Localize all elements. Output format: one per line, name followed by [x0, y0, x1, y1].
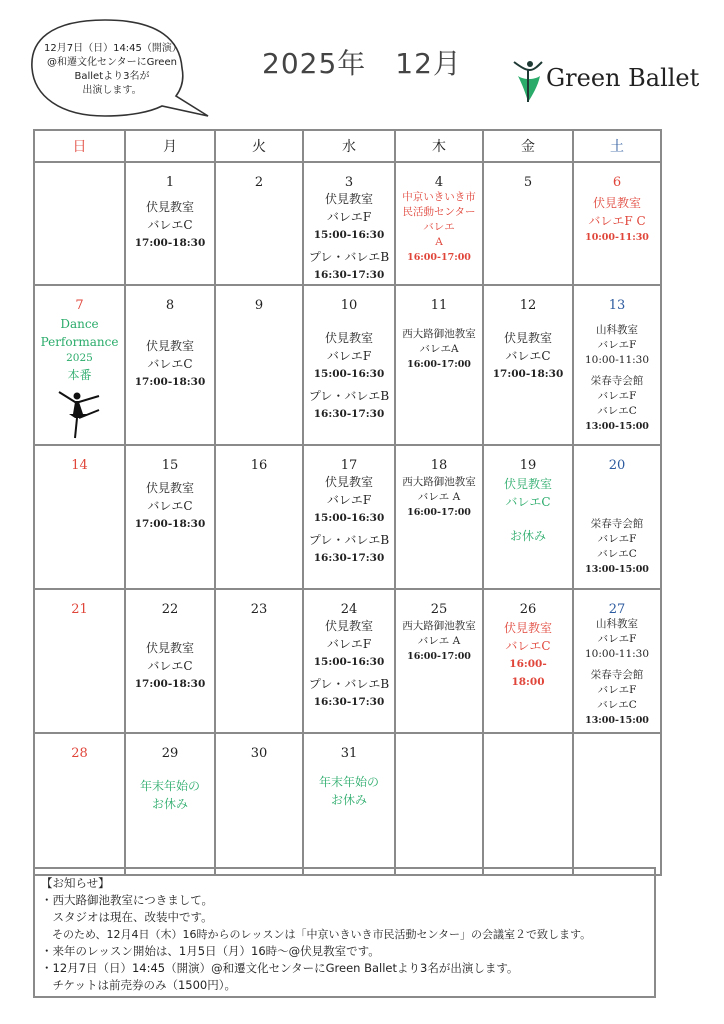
day-number: 23	[250, 602, 268, 617]
day-number: 3	[344, 175, 354, 190]
event-class: バレエC	[147, 499, 193, 513]
event-location: 西大路御池教室	[402, 328, 476, 340]
week-row-1	[34, 162, 661, 285]
day-number: 26	[519, 602, 537, 617]
event-time-2: 16:30-17:30	[313, 696, 385, 708]
day-cell-16	[215, 445, 303, 589]
page-title: 2025年 12月	[262, 47, 462, 80]
event-class-3: バレエC	[597, 405, 637, 417]
day-cell-1	[125, 162, 215, 285]
event-class-2: プレ・バレエB	[308, 533, 390, 547]
week-row-2	[34, 285, 661, 445]
event-location: 山科教室	[596, 324, 638, 336]
day-cell-15	[125, 445, 215, 589]
day-cell-24	[303, 589, 395, 733]
day-cell-29	[125, 733, 215, 875]
event-time: 16:00-17:00	[407, 252, 471, 263]
event-class-2: バレエC	[597, 548, 637, 560]
day-cell-7	[34, 285, 125, 445]
event-time-end: 18:00	[511, 676, 545, 688]
day-cell-26	[483, 589, 573, 733]
event-location: 伏見教室	[503, 331, 552, 345]
day-number: 28	[71, 746, 88, 761]
day-cell-18	[395, 445, 483, 589]
day-number: 21	[71, 602, 88, 617]
event-time: 15:00-16:30	[313, 368, 385, 380]
event-time: 16:00-17:00	[407, 359, 471, 370]
event-class-letter: A	[435, 236, 443, 248]
event-class-2: バレエF	[597, 390, 637, 402]
day-cell-4	[395, 162, 483, 285]
event-class-2: プレ・バレエB	[308, 677, 390, 691]
event-time-2: 13:00-15:00	[585, 715, 649, 726]
day-cell-30	[215, 733, 303, 875]
day-number: 25	[430, 602, 448, 617]
event-class-2: プレ・バレエB	[308, 389, 390, 403]
event-status: お休み	[509, 529, 546, 543]
green-ballet-logo	[510, 56, 700, 106]
event-location: 伏見教室	[145, 641, 194, 655]
logo-text: Green Ballet	[546, 64, 700, 92]
event-class: バレエF	[597, 339, 637, 351]
notice-box	[33, 867, 656, 998]
notice-line: ・西大路御池教室につきまして。	[41, 893, 214, 907]
event-class: バレエC	[147, 659, 193, 673]
day-number: 27	[608, 602, 626, 617]
day-number: 16	[250, 458, 268, 473]
event-time-start: 16:00-	[509, 658, 547, 670]
event-time: 15:00-16:30	[313, 229, 385, 241]
day-number: 13	[608, 298, 626, 313]
calendar-grid	[33, 129, 662, 876]
event-class: バレエF	[326, 349, 372, 363]
day-number: 31	[340, 746, 358, 761]
event-location: 伏見教室	[324, 475, 373, 489]
holiday-status: お休み	[330, 793, 367, 807]
week-row-3	[34, 445, 661, 589]
day-number: 29	[161, 746, 179, 761]
day-cell-empty	[395, 733, 483, 875]
weekday-wed: 水	[303, 130, 395, 162]
day-number: 4	[434, 175, 444, 190]
event-location: 伏見教室	[592, 196, 641, 210]
notice-line: ・来年のレッスン開始は、1月5日（月）16時〜@伏見教室です。	[41, 944, 380, 958]
day-number: 17	[340, 458, 358, 473]
event-class: バレエC	[505, 349, 551, 363]
weekday-sat: 土	[573, 130, 661, 162]
day-cell-12	[483, 285, 573, 445]
event-class: バレエF	[326, 493, 372, 507]
weekday-fri: 金	[483, 130, 573, 162]
ballerina-logo-icon	[510, 56, 544, 104]
event-time: 15:00-16:30	[313, 656, 385, 668]
day-number: 14	[71, 458, 88, 473]
day-cell-10	[303, 285, 395, 445]
event-time: 10:00-11:30	[584, 354, 650, 366]
bubble-text	[44, 42, 180, 98]
event-location: 伏見教室	[324, 192, 373, 206]
day-cell-5	[483, 162, 573, 285]
bubble-line-3: Balletより3名が	[74, 71, 150, 82]
event-time: 15:00-16:30	[313, 512, 385, 524]
event-class-2: プレ・バレエB	[308, 250, 390, 264]
ballerina-silhouette-icon	[55, 388, 105, 440]
day-number: 20	[608, 458, 626, 473]
weekday-sun: 日	[34, 130, 125, 162]
day-number: 19	[519, 458, 537, 473]
announcement-bubble	[30, 16, 180, 120]
event-location: 栄春寺会館	[590, 518, 644, 530]
day-cell-19	[483, 445, 573, 589]
event-class: バレエF	[326, 210, 372, 224]
weekday-header-row	[34, 130, 661, 162]
weekday-thu: 木	[395, 130, 483, 162]
event-location: 伏見教室	[145, 481, 194, 495]
event-location: 伏見教室	[324, 331, 373, 345]
event-time-2: 16:30-17:30	[313, 408, 385, 420]
holiday-label: 年末年始の	[139, 779, 200, 793]
event-location-2: 民活動センター	[402, 206, 476, 218]
holiday-status: お休み	[151, 797, 188, 811]
day-cell-empty	[34, 162, 125, 285]
day-number: 18	[430, 458, 448, 473]
bubble-line-2: @和遷文化センターにGreen	[47, 57, 177, 68]
day-cell-3	[303, 162, 395, 285]
event-location-2: 栄春寺会館	[590, 669, 644, 681]
day-cell-23	[215, 589, 303, 733]
event-location: 伏見教室	[503, 621, 552, 635]
day-cell-11	[395, 285, 483, 445]
event-class-3: バレエC	[597, 699, 637, 711]
day-cell-14	[34, 445, 125, 589]
day-cell-13	[573, 285, 661, 445]
day-number: 11	[430, 298, 448, 313]
weekday-tue: 火	[215, 130, 303, 162]
event-location: 西大路御池教室	[402, 620, 476, 632]
event-time-2: 16:30-17:30	[313, 552, 385, 564]
event-time-2: 13:00-15:00	[585, 421, 649, 432]
day-number: 7	[75, 298, 84, 313]
event-class: バレエA	[419, 343, 459, 355]
event-time-2: 16:30-17:30	[313, 269, 385, 281]
event-class: バレエ A	[417, 491, 461, 503]
day-cell-8	[125, 285, 215, 445]
day-cell-28	[34, 733, 125, 875]
day-number: 24	[340, 602, 358, 617]
notice-heading: 【お知らせ】	[41, 876, 110, 890]
event-title-2: Performance	[40, 335, 119, 349]
event-time: 17:00-18:30	[492, 368, 564, 380]
day-cell-31	[303, 733, 395, 875]
event-class: バレエF	[597, 633, 637, 645]
event-time: 17:00-18:30	[134, 518, 206, 530]
event-location: 伏見教室	[324, 619, 373, 633]
bubble-line-1: 12月7日（日）14:45（開演）	[44, 43, 182, 54]
day-cell-2	[215, 162, 303, 285]
day-cell-27	[573, 589, 661, 733]
event-time: 16:00-17:00	[407, 651, 471, 662]
day-cell-21	[34, 589, 125, 733]
event-class: バレエF C	[588, 214, 646, 228]
event-class: バレエF	[597, 533, 637, 545]
event-location: 伏見教室	[145, 339, 194, 353]
event-class-2: バレエF	[597, 684, 637, 696]
day-number: 9	[254, 298, 264, 313]
event-class: バレエ	[423, 221, 455, 233]
day-cell-17	[303, 445, 395, 589]
event-class: バレエC	[147, 357, 193, 371]
event-class: バレエ A	[417, 635, 461, 647]
event-time: 17:00-18:30	[134, 678, 206, 690]
day-number: 8	[165, 298, 175, 313]
event-time: 17:00-18:30	[134, 376, 206, 388]
event-location: 山科教室	[596, 618, 638, 630]
event-time: 10:00-11:30	[585, 232, 649, 243]
day-cell-empty	[573, 733, 661, 875]
event-location: 伏見教室	[503, 477, 552, 491]
notice-line: スタジオは現在、改装中です。	[41, 910, 213, 924]
event-class: バレエC	[505, 495, 551, 509]
week-row-5	[34, 733, 661, 875]
day-number: 10	[340, 298, 358, 313]
day-number: 30	[250, 746, 268, 761]
notice-line: そのため、12月4日（木）16時からのレッスンは「中京いきいき市民活動センター」の会議室２で致します。	[41, 928, 592, 941]
day-number: 12	[519, 298, 537, 313]
event-time: 16:00-17:00	[407, 507, 471, 518]
holiday-label: 年末年始の	[318, 775, 379, 789]
event-location: 西大路御池教室	[402, 476, 476, 488]
bubble-line-4: 出演します。	[82, 85, 142, 96]
day-cell-6	[573, 162, 661, 285]
event-class: バレエF	[326, 637, 372, 651]
day-number: 5	[523, 175, 533, 190]
weekday-mon: 月	[125, 130, 215, 162]
day-number: 22	[161, 602, 179, 617]
event-class: バレエC	[147, 218, 193, 232]
event-location: 中京いきいき市	[402, 191, 476, 203]
notice-line: ・12月7日（日）14:45（開演）@和遷文化センターにGreen Balletより3名が出演します。	[41, 961, 519, 975]
event-label: 本番	[67, 368, 92, 382]
event-time: 17:00-18:30	[134, 237, 206, 249]
day-number: 2	[254, 175, 264, 190]
day-number: 1	[165, 175, 175, 190]
day-cell-20	[573, 445, 661, 589]
week-row-4	[34, 589, 661, 733]
day-number: 6	[612, 175, 622, 190]
event-time: 10:00-11:30	[584, 648, 650, 660]
event-year: 2025	[66, 352, 93, 364]
day-cell-22	[125, 589, 215, 733]
day-cell-empty	[483, 733, 573, 875]
event-location: 伏見教室	[145, 200, 194, 214]
day-number: 15	[161, 458, 179, 473]
day-cell-9	[215, 285, 303, 445]
event-class: バレエC	[505, 639, 551, 653]
day-cell-25	[395, 589, 483, 733]
event-location-2: 栄春寺会館	[590, 375, 644, 387]
event-time: 13:00-15:00	[585, 564, 649, 575]
event-title: Dance	[60, 317, 99, 331]
notice-line: チケットは前売券のみ（1500円）。	[41, 978, 236, 992]
